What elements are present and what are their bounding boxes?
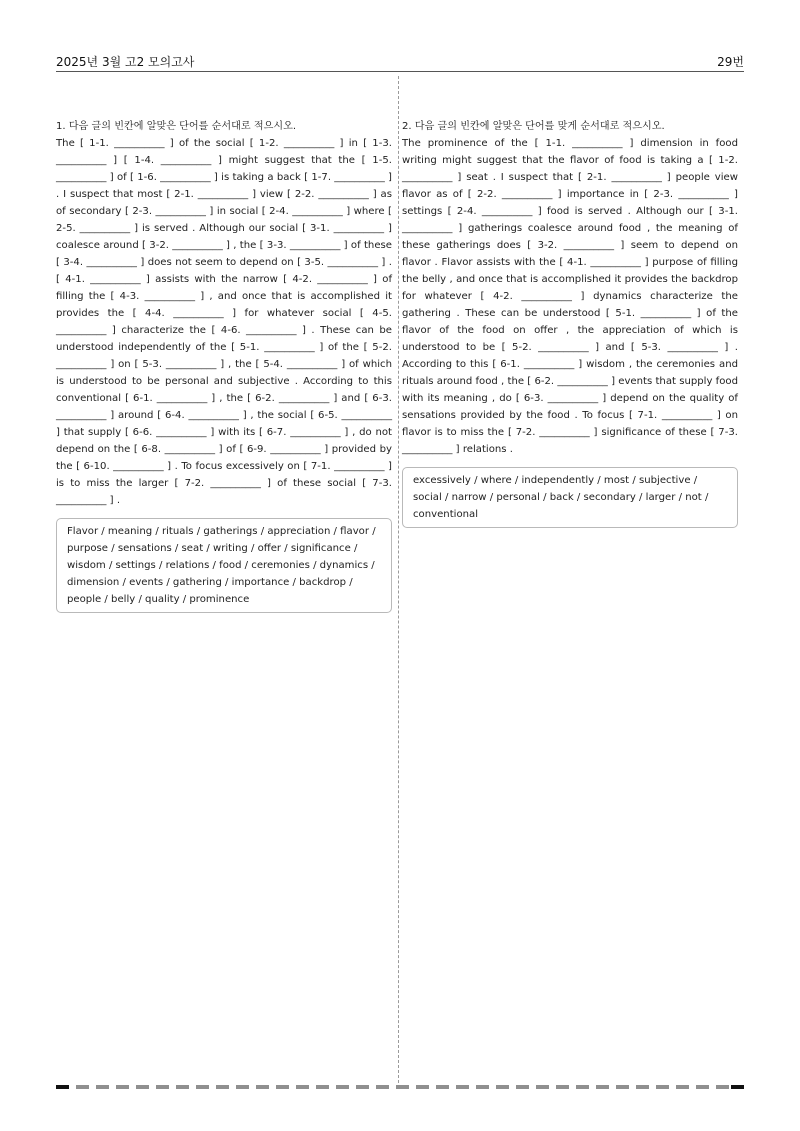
footer-dashed-bar [56,1085,744,1089]
question-1-word-bank: Flavor / meaning / rituals / gatherings / appreciation / flavor / purpose / sensations / seat / writing / offer / significance / wisdom / settings / relations / food / ceremonies / dynamics / dimension / events / gathering / importance / backdrop / people / belly / quality / prominence [56,518,392,613]
question-1-body [56,118,392,509]
question-1 [56,118,392,613]
question-2-body [402,118,738,458]
footer-left-cap [56,1085,69,1089]
exam-title: 2025년 3월 고2 모의고사 [56,55,195,69]
page-header [56,55,744,72]
question-1-instruction: 1. 다음 글의 빈칸에 알맞은 단어를 순서대로 적으시오. [56,121,297,132]
column-divider [398,76,399,1088]
question-number: 29번 [717,55,744,69]
question-2-instruction: 2. 다음 글의 빈칸에 알맞은 단어를 맞게 순서대로 적으시오. [402,121,665,132]
question-2-word-bank: excessively / where / independently / most / subjective / social / narrow / personal / back / secondary / larger / not / conventional [402,467,738,528]
question-1-passage: The [ 1-1. __________ ] of the social [ 1-2. __________ ] in [ 1-3. __________ ] [ 1-4. __________ ] might suggest that the [ 1-5. __________ ] of [ 1-6. __________ ] is taking a back [ 1-7. __________ ] . I suspect that most [ 2-1. __________ ] view [ 2-2. __________ ] as of secondary [ 2-3. __________ ] in social [ 2-4. __________ ] where [ 2-5. __________ ] is served . Although our social [ 3-1. __________ ] coalesce around [ 3-2. __________ ] , the [ 3-3. __________ ] of these [ 3-4. __________ ] does not seem to depend on [ 3-5. __________ ] . [ 4-1. __________ ] assists with the narrow [ 4-2. __________ ] of filling the [ 4-3. __________ ] , and once that is accomplished it provides the [ 4-4. __________ ] for whatever social [ 4-5. __________ ] characterize the [ 4-6. __________ ] . These can be understood independently of the [ 5-1. __________ ] of the [ 5-2. __________ ] on [ 5-3. __________ ] , the [ 5-4. __________ ] of which is understood to be personal and subjective . According to this conventional [ 6-1. __________ ] , the [ 6-2. __________ ] and [ 6-3. __________ ] around [ 6-4. __________ ] , the social [ 6-5. __________ ] that supply [ 6-6. __________ ] with its [ 6-7. __________ ] , do not depend on the [ 6-8. __________ ] of [ 6-9. __________ ] provided by the [ 6-10. __________ ] . To focus excessively on [ 7-1. __________ ] is to miss the larger [ 7-2. __________ ] of these social [ 7-3. __________ ] . [56,138,392,506]
question-2-passage: The prominence of the [ 1-1. __________ ] dimension in food writing might suggest that the flavor of food is taking a [ 1-2. __________ ] seat . I suspect that [ 2-1. __________ ] people view flavor as of [ 2-2. __________ ] importance in [ 2-3. __________ ] settings [ 2-4. __________ ] food is served . Although our [ 3-1. __________ ] gatherings coalesce around food , the meaning of these gatherings does [ 3-2. __________ ] seem to depend on flavor . Flavor assists with the [ 4-1. __________ ] purpose of filling the belly , and once that is accomplished it provides the backdrop for whatever [ 4-2. __________ ] dynamics characterize the gathering . These can be understood [ 5-1. __________ ] of the flavor of the food on offer , the appreciation of which is understood to be [ 5-2. __________ ] and [ 5-3. __________ ] . According to this [ 6-1. __________ ] wisdom , the ceremonies and rituals around food , the [ 6-2. __________ ] events that supply food with its meaning , do [ 6-3. __________ ] depend on the quality of sensations provided by the food . To focus [ 7-1. __________ ] on flavor is to miss the [ 7-2. __________ ] significance of these [ 7-3. __________ ] relations . [402,138,738,455]
footer-right-cap [731,1085,744,1089]
question-2 [402,118,738,528]
